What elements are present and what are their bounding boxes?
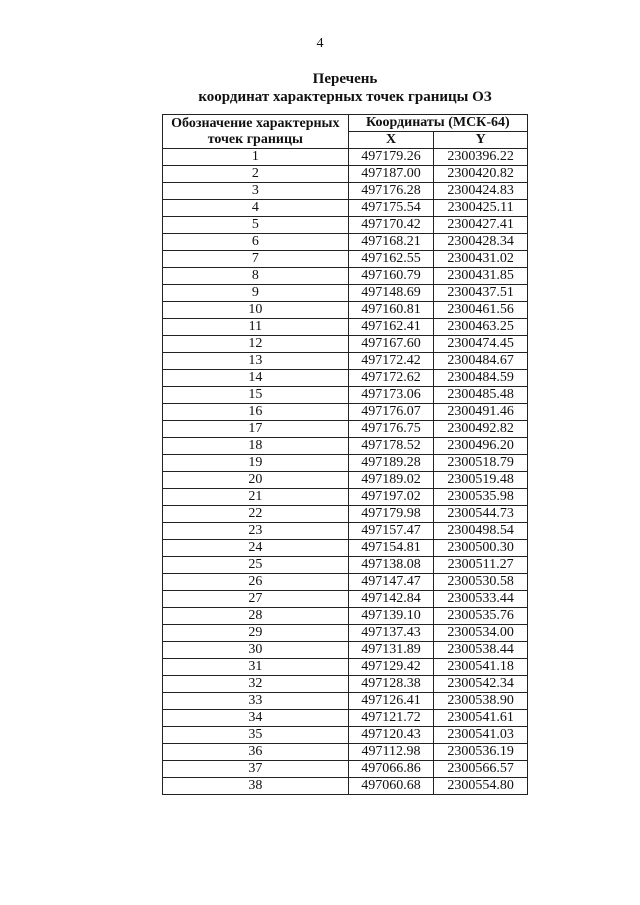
y-coordinate-cell: 2300427.41 (434, 217, 528, 234)
y-coordinate-cell: 2300511.27 (434, 557, 528, 574)
table-row (163, 217, 528, 234)
table-row (163, 268, 528, 285)
point-number-cell: 2 (163, 166, 349, 183)
table-row (163, 472, 528, 489)
x-coordinate-cell: 497157.47 (348, 523, 434, 540)
table-row (163, 744, 528, 761)
point-number-cell: 13 (163, 353, 349, 370)
y-coordinate-cell: 2300500.30 (434, 540, 528, 557)
point-number-cell: 37 (163, 761, 349, 778)
table-row (163, 523, 528, 540)
y-coordinate-cell: 2300420.82 (434, 166, 528, 183)
y-coordinate-cell: 2300541.61 (434, 710, 528, 727)
table-row (163, 591, 528, 608)
point-number-cell: 22 (163, 506, 349, 523)
x-coordinate-cell: 497066.86 (348, 761, 434, 778)
table-row (163, 149, 528, 166)
point-number-cell: 23 (163, 523, 349, 540)
point-number-cell: 4 (163, 200, 349, 217)
table-row (163, 285, 528, 302)
x-coordinate-cell: 497160.79 (348, 268, 434, 285)
y-coordinate-cell: 2300492.82 (434, 421, 528, 438)
x-coordinate-cell: 497187.00 (348, 166, 434, 183)
y-coordinate-cell: 2300533.44 (434, 591, 528, 608)
point-number-cell: 10 (163, 302, 349, 319)
point-number-cell: 34 (163, 710, 349, 727)
header-y: Y (434, 132, 528, 149)
table-row (163, 438, 528, 455)
point-number-cell: 35 (163, 727, 349, 744)
page-number: 4 (316, 36, 324, 51)
point-number-cell: 7 (163, 251, 349, 268)
x-coordinate-cell: 497175.54 (348, 200, 434, 217)
x-coordinate-cell: 497126.41 (348, 693, 434, 710)
y-coordinate-cell: 2300544.73 (434, 506, 528, 523)
x-coordinate-cell: 497129.42 (348, 659, 434, 676)
document-title (0, 70, 640, 106)
x-coordinate-cell: 497176.75 (348, 421, 434, 438)
point-number-cell: 25 (163, 557, 349, 574)
x-coordinate-cell: 497189.28 (348, 455, 434, 472)
table-row (163, 659, 528, 676)
x-coordinate-cell: 497172.42 (348, 353, 434, 370)
x-coordinate-cell: 497131.89 (348, 642, 434, 659)
y-coordinate-cell: 2300484.67 (434, 353, 528, 370)
y-coordinate-cell: 2300428.34 (434, 234, 528, 251)
x-coordinate-cell: 497172.62 (348, 370, 434, 387)
y-coordinate-cell: 2300541.18 (434, 659, 528, 676)
y-coordinate-cell: 2300425.11 (434, 200, 528, 217)
x-coordinate-cell: 497160.81 (348, 302, 434, 319)
y-coordinate-cell: 2300518.79 (434, 455, 528, 472)
table-row (163, 557, 528, 574)
table-row (163, 370, 528, 387)
table-row (163, 455, 528, 472)
point-number-cell: 12 (163, 336, 349, 353)
y-coordinate-cell: 2300538.90 (434, 693, 528, 710)
header-point-designation (163, 115, 349, 149)
table-row (163, 200, 528, 217)
x-coordinate-cell: 497178.52 (348, 438, 434, 455)
x-coordinate-cell: 497176.07 (348, 404, 434, 421)
header-x: X (348, 132, 434, 149)
y-coordinate-cell: 2300461.56 (434, 302, 528, 319)
table-row (163, 506, 528, 523)
table-row (163, 404, 528, 421)
point-number-cell: 3 (163, 183, 349, 200)
table-row (163, 761, 528, 778)
y-coordinate-cell: 2300534.00 (434, 625, 528, 642)
point-number-cell: 27 (163, 591, 349, 608)
table-body (163, 149, 528, 795)
point-number-cell: 15 (163, 387, 349, 404)
y-coordinate-cell: 2300541.03 (434, 727, 528, 744)
table-row (163, 234, 528, 251)
y-coordinate-cell: 2300554.80 (434, 778, 528, 795)
title-line-2: координат характерных точек границы ОЗ (198, 89, 492, 105)
x-coordinate-cell: 497179.98 (348, 506, 434, 523)
point-number-cell: 18 (163, 438, 349, 455)
y-coordinate-cell: 2300431.85 (434, 268, 528, 285)
point-number-cell: 26 (163, 574, 349, 591)
x-coordinate-cell: 497162.55 (348, 251, 434, 268)
x-coordinate-cell: 497162.41 (348, 319, 434, 336)
point-number-cell: 24 (163, 540, 349, 557)
table-row (163, 608, 528, 625)
table-row (163, 353, 528, 370)
point-number-cell: 17 (163, 421, 349, 438)
y-coordinate-cell: 2300496.20 (434, 438, 528, 455)
table-row (163, 676, 528, 693)
x-coordinate-cell: 497138.08 (348, 557, 434, 574)
table-row (163, 778, 528, 795)
header-point-designation-line-2: точек границы (207, 131, 303, 147)
y-coordinate-cell: 2300542.34 (434, 676, 528, 693)
title-line-1: Перечень (312, 71, 378, 87)
table-row (163, 302, 528, 319)
table-row (163, 625, 528, 642)
y-coordinate-cell: 2300566.57 (434, 761, 528, 778)
x-coordinate-cell: 497170.42 (348, 217, 434, 234)
x-coordinate-cell: 497142.84 (348, 591, 434, 608)
y-coordinate-cell: 2300519.48 (434, 472, 528, 489)
table-row (163, 540, 528, 557)
x-coordinate-cell: 497147.47 (348, 574, 434, 591)
header-point-designation-line-1: Обозначение характерных (171, 115, 340, 131)
x-coordinate-cell: 497137.43 (348, 625, 434, 642)
point-number-cell: 5 (163, 217, 349, 234)
x-coordinate-cell: 497121.72 (348, 710, 434, 727)
point-number-cell: 32 (163, 676, 349, 693)
point-number-cell: 9 (163, 285, 349, 302)
y-coordinate-cell: 2300530.58 (434, 574, 528, 591)
table-row (163, 336, 528, 353)
point-number-cell: 11 (163, 319, 349, 336)
point-number-cell: 1 (163, 149, 349, 166)
point-number-cell: 16 (163, 404, 349, 421)
coordinates-table (162, 114, 528, 795)
point-number-cell: 33 (163, 693, 349, 710)
point-number-cell: 19 (163, 455, 349, 472)
y-coordinate-cell: 2300424.83 (434, 183, 528, 200)
x-coordinate-cell: 497154.81 (348, 540, 434, 557)
x-coordinate-cell: 497128.38 (348, 676, 434, 693)
x-coordinate-cell: 497197.02 (348, 489, 434, 506)
x-coordinate-cell: 497060.68 (348, 778, 434, 795)
table-row (163, 319, 528, 336)
point-number-cell: 8 (163, 268, 349, 285)
y-coordinate-cell: 2300498.54 (434, 523, 528, 540)
point-number-cell: 21 (163, 489, 349, 506)
y-coordinate-cell: 2300484.59 (434, 370, 528, 387)
y-coordinate-cell: 2300535.76 (434, 608, 528, 625)
x-coordinate-cell: 497176.28 (348, 183, 434, 200)
y-coordinate-cell: 2300437.51 (434, 285, 528, 302)
table-row (163, 727, 528, 744)
table-row (163, 166, 528, 183)
y-coordinate-cell: 2300396.22 (434, 149, 528, 166)
point-number-cell: 14 (163, 370, 349, 387)
point-number-cell: 28 (163, 608, 349, 625)
x-coordinate-cell: 497148.69 (348, 285, 434, 302)
y-coordinate-cell: 2300431.02 (434, 251, 528, 268)
point-number-cell: 30 (163, 642, 349, 659)
table-row (163, 387, 528, 404)
x-coordinate-cell: 497167.60 (348, 336, 434, 353)
x-coordinate-cell: 497112.98 (348, 744, 434, 761)
table-row (163, 574, 528, 591)
y-coordinate-cell: 2300538.44 (434, 642, 528, 659)
table-row (163, 489, 528, 506)
table-row (163, 251, 528, 268)
table-row (163, 693, 528, 710)
table-row (163, 183, 528, 200)
x-coordinate-cell: 497179.26 (348, 149, 434, 166)
x-coordinate-cell: 497189.02 (348, 472, 434, 489)
table-row (163, 710, 528, 727)
x-coordinate-cell: 497173.06 (348, 387, 434, 404)
header-coordinates: Координаты (МСК-64) (348, 115, 527, 132)
x-coordinate-cell: 497120.43 (348, 727, 434, 744)
y-coordinate-cell: 2300463.25 (434, 319, 528, 336)
x-coordinate-cell: 497168.21 (348, 234, 434, 251)
y-coordinate-cell: 2300485.48 (434, 387, 528, 404)
y-coordinate-cell: 2300491.46 (434, 404, 528, 421)
x-coordinate-cell: 497139.10 (348, 608, 434, 625)
point-number-cell: 20 (163, 472, 349, 489)
point-number-cell: 6 (163, 234, 349, 251)
y-coordinate-cell: 2300536.19 (434, 744, 528, 761)
table-row (163, 642, 528, 659)
y-coordinate-cell: 2300474.45 (434, 336, 528, 353)
y-coordinate-cell: 2300535.98 (434, 489, 528, 506)
table-row (163, 421, 528, 438)
point-number-cell: 29 (163, 625, 349, 642)
point-number-cell: 31 (163, 659, 349, 676)
point-number-cell: 36 (163, 744, 349, 761)
point-number-cell: 38 (163, 778, 349, 795)
